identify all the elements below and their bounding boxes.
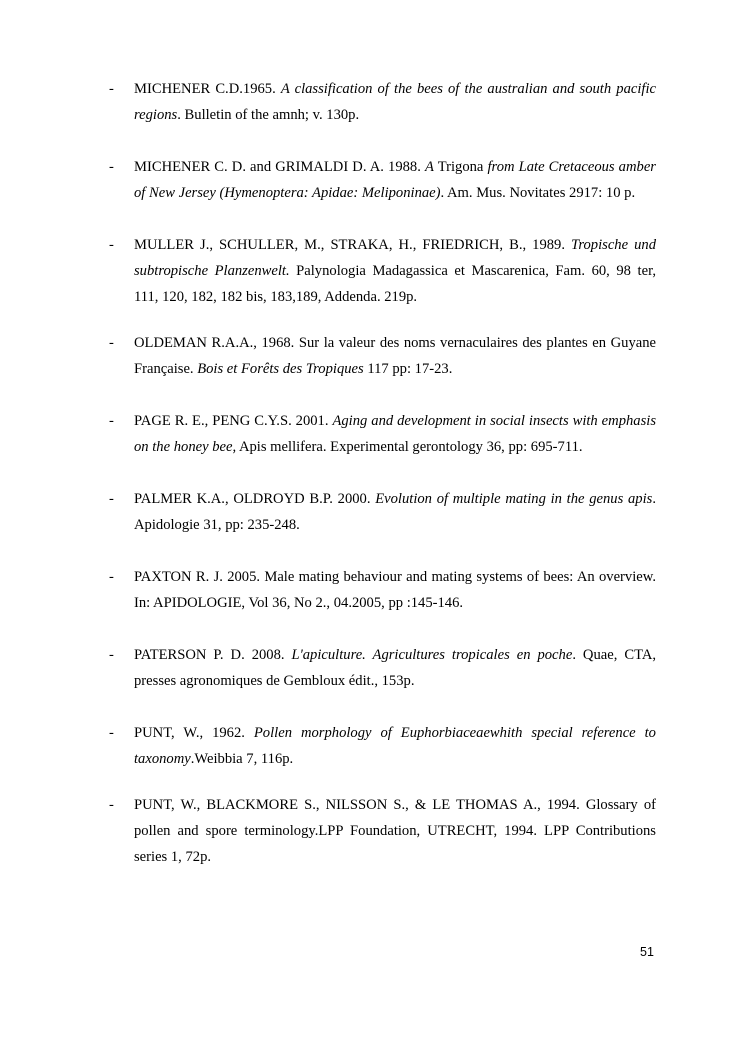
list-bullet: - <box>109 725 114 741</box>
ref-journal: Bois et Forêts des Tropiques <box>197 361 364 377</box>
ref-source: 117 pp: 17-23. <box>363 361 453 377</box>
list-bullet: - <box>109 491 114 507</box>
ref-title: from Late Cretaceous amber of New Jersey (Hymenoptera: Apidae: Meliponinae) <box>134 159 656 201</box>
ref-source: Apis mellifera. Experimental gerontology 36, pp: 695-711. <box>236 439 583 455</box>
ref-source: . Bulletin of the amnh; v. 130p. <box>177 107 360 123</box>
reference-item <box>106 564 656 616</box>
ref-source: .Weibbia 7, 116p. <box>190 751 294 767</box>
ref-title: Pollen morphology of Euphorbiaceaewhith special reference to taxonomy <box>134 725 656 767</box>
reference-item <box>106 642 656 694</box>
ref-title: L'apiculture. Agricultures tropicales en poche <box>291 647 573 663</box>
reference-item <box>106 76 656 128</box>
ref-author-year: MICHENER C. D. and GRIMALDI D. A. 1988. <box>134 159 425 175</box>
list-bullet: - <box>109 81 114 97</box>
ref-title: A classification of the bees of the australian and south pacific regions <box>134 81 656 123</box>
ref-full-text: PAXTON R. J. 2005. Male mating behaviour and mating systems of bees: An overview. In: APIDOLOGIE, Vol 36, No 2., 04.2005, pp :145-146. <box>134 569 656 611</box>
ref-title: Aging and development in social insects with emphasis on the honey bee, <box>134 413 656 455</box>
ref-source: Palynologia Madagassica et Mascarenica, Fam. 60, 98 ter, 111, 120, 182, 182 bis, 183,189, Addenda. 219p. <box>134 263 656 305</box>
reference-item <box>106 792 656 870</box>
ref-source: . Apidologie 31, pp: 235-248. <box>134 491 656 533</box>
list-bullet: - <box>109 237 114 253</box>
ref-title: Evolution of multiple mating in the genus apis <box>375 491 653 507</box>
reference-list <box>106 76 656 870</box>
reference-text <box>134 569 656 611</box>
ref-author-year: PALMER K.A., OLDROYD B.P. 2000. <box>134 491 376 507</box>
reference-item <box>106 408 656 460</box>
reference-text <box>134 797 656 865</box>
reference-text <box>134 725 656 767</box>
reference-text <box>134 491 656 533</box>
ref-title: A <box>424 159 438 175</box>
ref-source: . Quae, CTA, presses agronomiques de Gembloux édit., 153p. <box>134 647 657 689</box>
reference-item <box>106 486 656 538</box>
list-bullet: - <box>109 335 114 351</box>
ref-author-year: MULLER J., SCHULLER, M., STRAKA, H., FRIEDRICH, B., 1989. <box>134 237 572 253</box>
list-bullet: - <box>109 159 114 175</box>
ref-source: . Am. Mus. Novitates 2917: 10 p. <box>440 185 636 201</box>
list-bullet: - <box>109 647 114 663</box>
reference-text <box>134 81 656 123</box>
ref-author-year: PATERSON P. D. 2008. <box>134 647 292 663</box>
ref-full-text: PUNT, W., BLACKMORE S., NILSSON S., & LE THOMAS A., 1994. Glossary of pollen and spore terminology.LPP Foundation, UTRECHT, 1994. LPP Contributions series 1, 72p. <box>134 797 656 865</box>
list-bullet: - <box>109 413 114 429</box>
reference-item <box>106 330 656 382</box>
reference-text <box>134 335 656 377</box>
reference-item <box>106 232 656 310</box>
page-number: 51 <box>640 945 654 959</box>
ref-title-genus: Trigona <box>437 159 488 175</box>
reference-item <box>106 154 656 206</box>
list-bullet: - <box>109 569 114 585</box>
reference-text <box>134 237 656 305</box>
ref-author-year: PAGE R. E., PENG C.Y.S. 2001. <box>134 413 333 429</box>
ref-title: Tropische und subtropische Planzenwelt. <box>134 237 657 279</box>
reference-text <box>134 413 656 455</box>
reference-text <box>134 647 656 689</box>
reference-text <box>134 159 656 201</box>
ref-author-year: PUNT, W., 1962. <box>134 725 254 741</box>
list-bullet: - <box>109 797 114 813</box>
reference-item <box>106 720 656 772</box>
ref-author-year-title: OLDEMAN R.A.A., 1968. Sur la valeur des noms vernaculaires des plantes en Guyane Française. <box>134 335 656 377</box>
ref-author-year: MICHENER C.D.1965. <box>134 81 281 97</box>
